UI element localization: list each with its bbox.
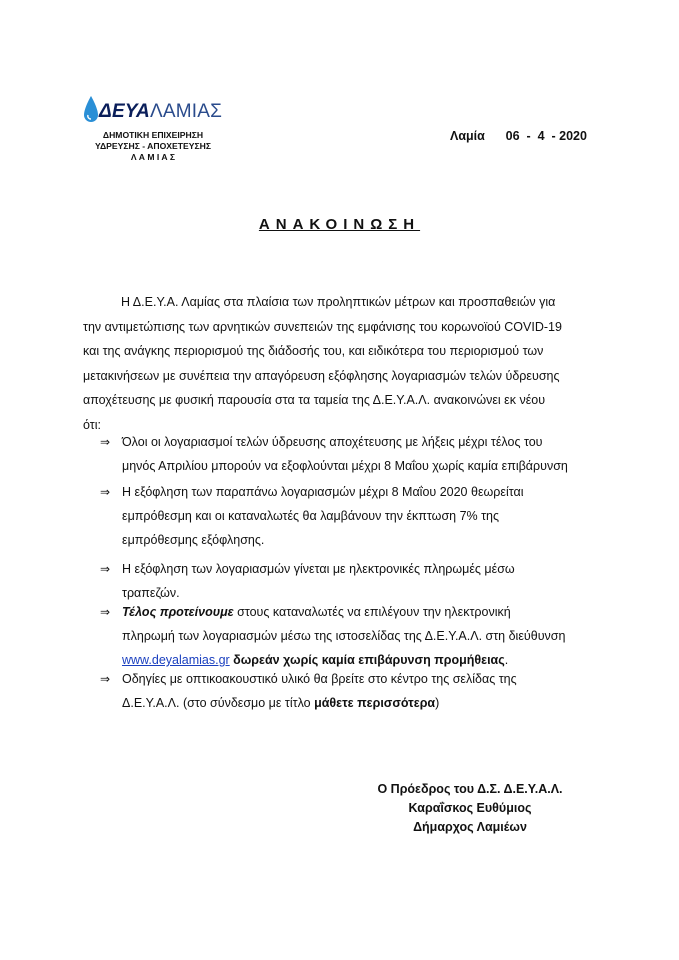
signature-title: Ο Πρόεδρος του Δ.Σ. Δ.Ε.Υ.Α.Λ. <box>377 782 563 796</box>
water-drop-icon <box>83 96 99 126</box>
arrow-icon: ⇒ <box>100 672 111 686</box>
arrow-icon: ⇒ <box>100 435 111 449</box>
intro-line: ότι: <box>83 417 101 432</box>
signature-role: Δήμαρχος Λαμιέων <box>413 820 527 834</box>
logo-wordmark: ΔΕΥΑΛΑΜΙΑΣ <box>99 101 223 122</box>
arrow-icon: ⇒ <box>100 605 111 619</box>
arrow-icon: ⇒ <box>100 562 111 576</box>
arrow-icon: ⇒ <box>100 485 111 499</box>
bullet-text: Όλοι οι λογαριασμοί τελών ύδρευσης αποχέτευσης με λήξεις μέχρι τέλος του μηνός Απριλίου μπορούν να εξοφλούνται μέχρι 8 Μαΐου χωρίς καμία επιβάρυνση <box>122 435 568 473</box>
document-date: Λαμία 06 - 4 - 2020 <box>450 129 587 143</box>
announcement-title: ΑΝΑΚΟΙΝΩΣΗ <box>258 216 421 233</box>
learn-more-phrase: μάθετε περισσότερα <box>314 696 436 710</box>
bullet-text: Τέλος προτείνουμε στους καταναλωτές να επιλέγουν την ηλεκτρονική πληρωμή των λογαριασμών μέσω της ιστοσελίδας της Δ.Ε.Υ.Α.Λ. στη διεύθυνση www.deyalamias.gr δωρεάν χωρίς καμία επιβάρυνση προμήθειας. <box>122 605 566 667</box>
intro-line: την αντιμετώπισης των αρνητικών συνεπειών της εμφάνισης του κορωνοϊού COVID-19 <box>83 319 562 334</box>
bullet-text: Οδηγίες με οπτικοακουστικό υλικό θα βρείτε στο κέντρο της σελίδας της Δ.Ε.Υ.Α.Λ. (στο σύνδεσμο με τίτλο μάθετε περισσότερα) <box>122 672 517 710</box>
logo-subtitle-line-1: ΔΗΜΟΤΙΚΗ ΕΠΙΧΕΙΡΗΣΗ <box>102 130 204 140</box>
signature-name: Καραΐσκος Ευθύμιος <box>408 801 532 815</box>
company-logo <box>83 96 223 166</box>
intro-line: Η Δ.Ε.Υ.Α. Λαμίας στα πλαίσια των προληπτικών μέτρων και προσπαθειών για <box>121 295 556 309</box>
website-link[interactable]: www.deyalamias.gr <box>122 653 230 667</box>
intro-line: αποχέτευσης με φυσική παρουσία στα τα ταμεία της Δ.Ε.Υ.Α.Λ. ανακοινώνει εκ νέου <box>83 393 546 407</box>
intro-line: μετακινήσεων με συνέπεια την απαγόρευση εξόφλησης λογαριασμών τελών ύδρευσης <box>83 368 560 383</box>
intro-line: και της ανάγκης περιορισμού της διάδοσής του, και ειδικότερα του περιορισμού των <box>83 344 544 358</box>
logo-subtitle-line-3: Λ Α Μ Ι Α Σ <box>130 152 176 162</box>
logo-subtitle-line-2: ΥΔΡΕΥΣΗΣ - ΑΠΟΧΕΤΕΥΣΗΣ <box>95 141 211 151</box>
signature-block <box>340 780 600 837</box>
intro-paragraph <box>83 290 623 437</box>
bullet-text: Η εξόφληση των παραπάνω λογαριασμών μέχρι 8 Μαΐου 2020 θεωρείται εμπρόθεσμη και οι καταναλωτές θα λαμβάνουν την έκπτωση 7% της εμπρόθεσμης εξόφλησης. <box>122 485 524 547</box>
bold-lead: Τέλος προτείνουμε <box>122 605 234 619</box>
bullet-text: Η εξόφληση των λογαριασμών γίνεται με ηλεκτρονικές πληρωμές μέσω τραπεζών. <box>122 562 515 600</box>
